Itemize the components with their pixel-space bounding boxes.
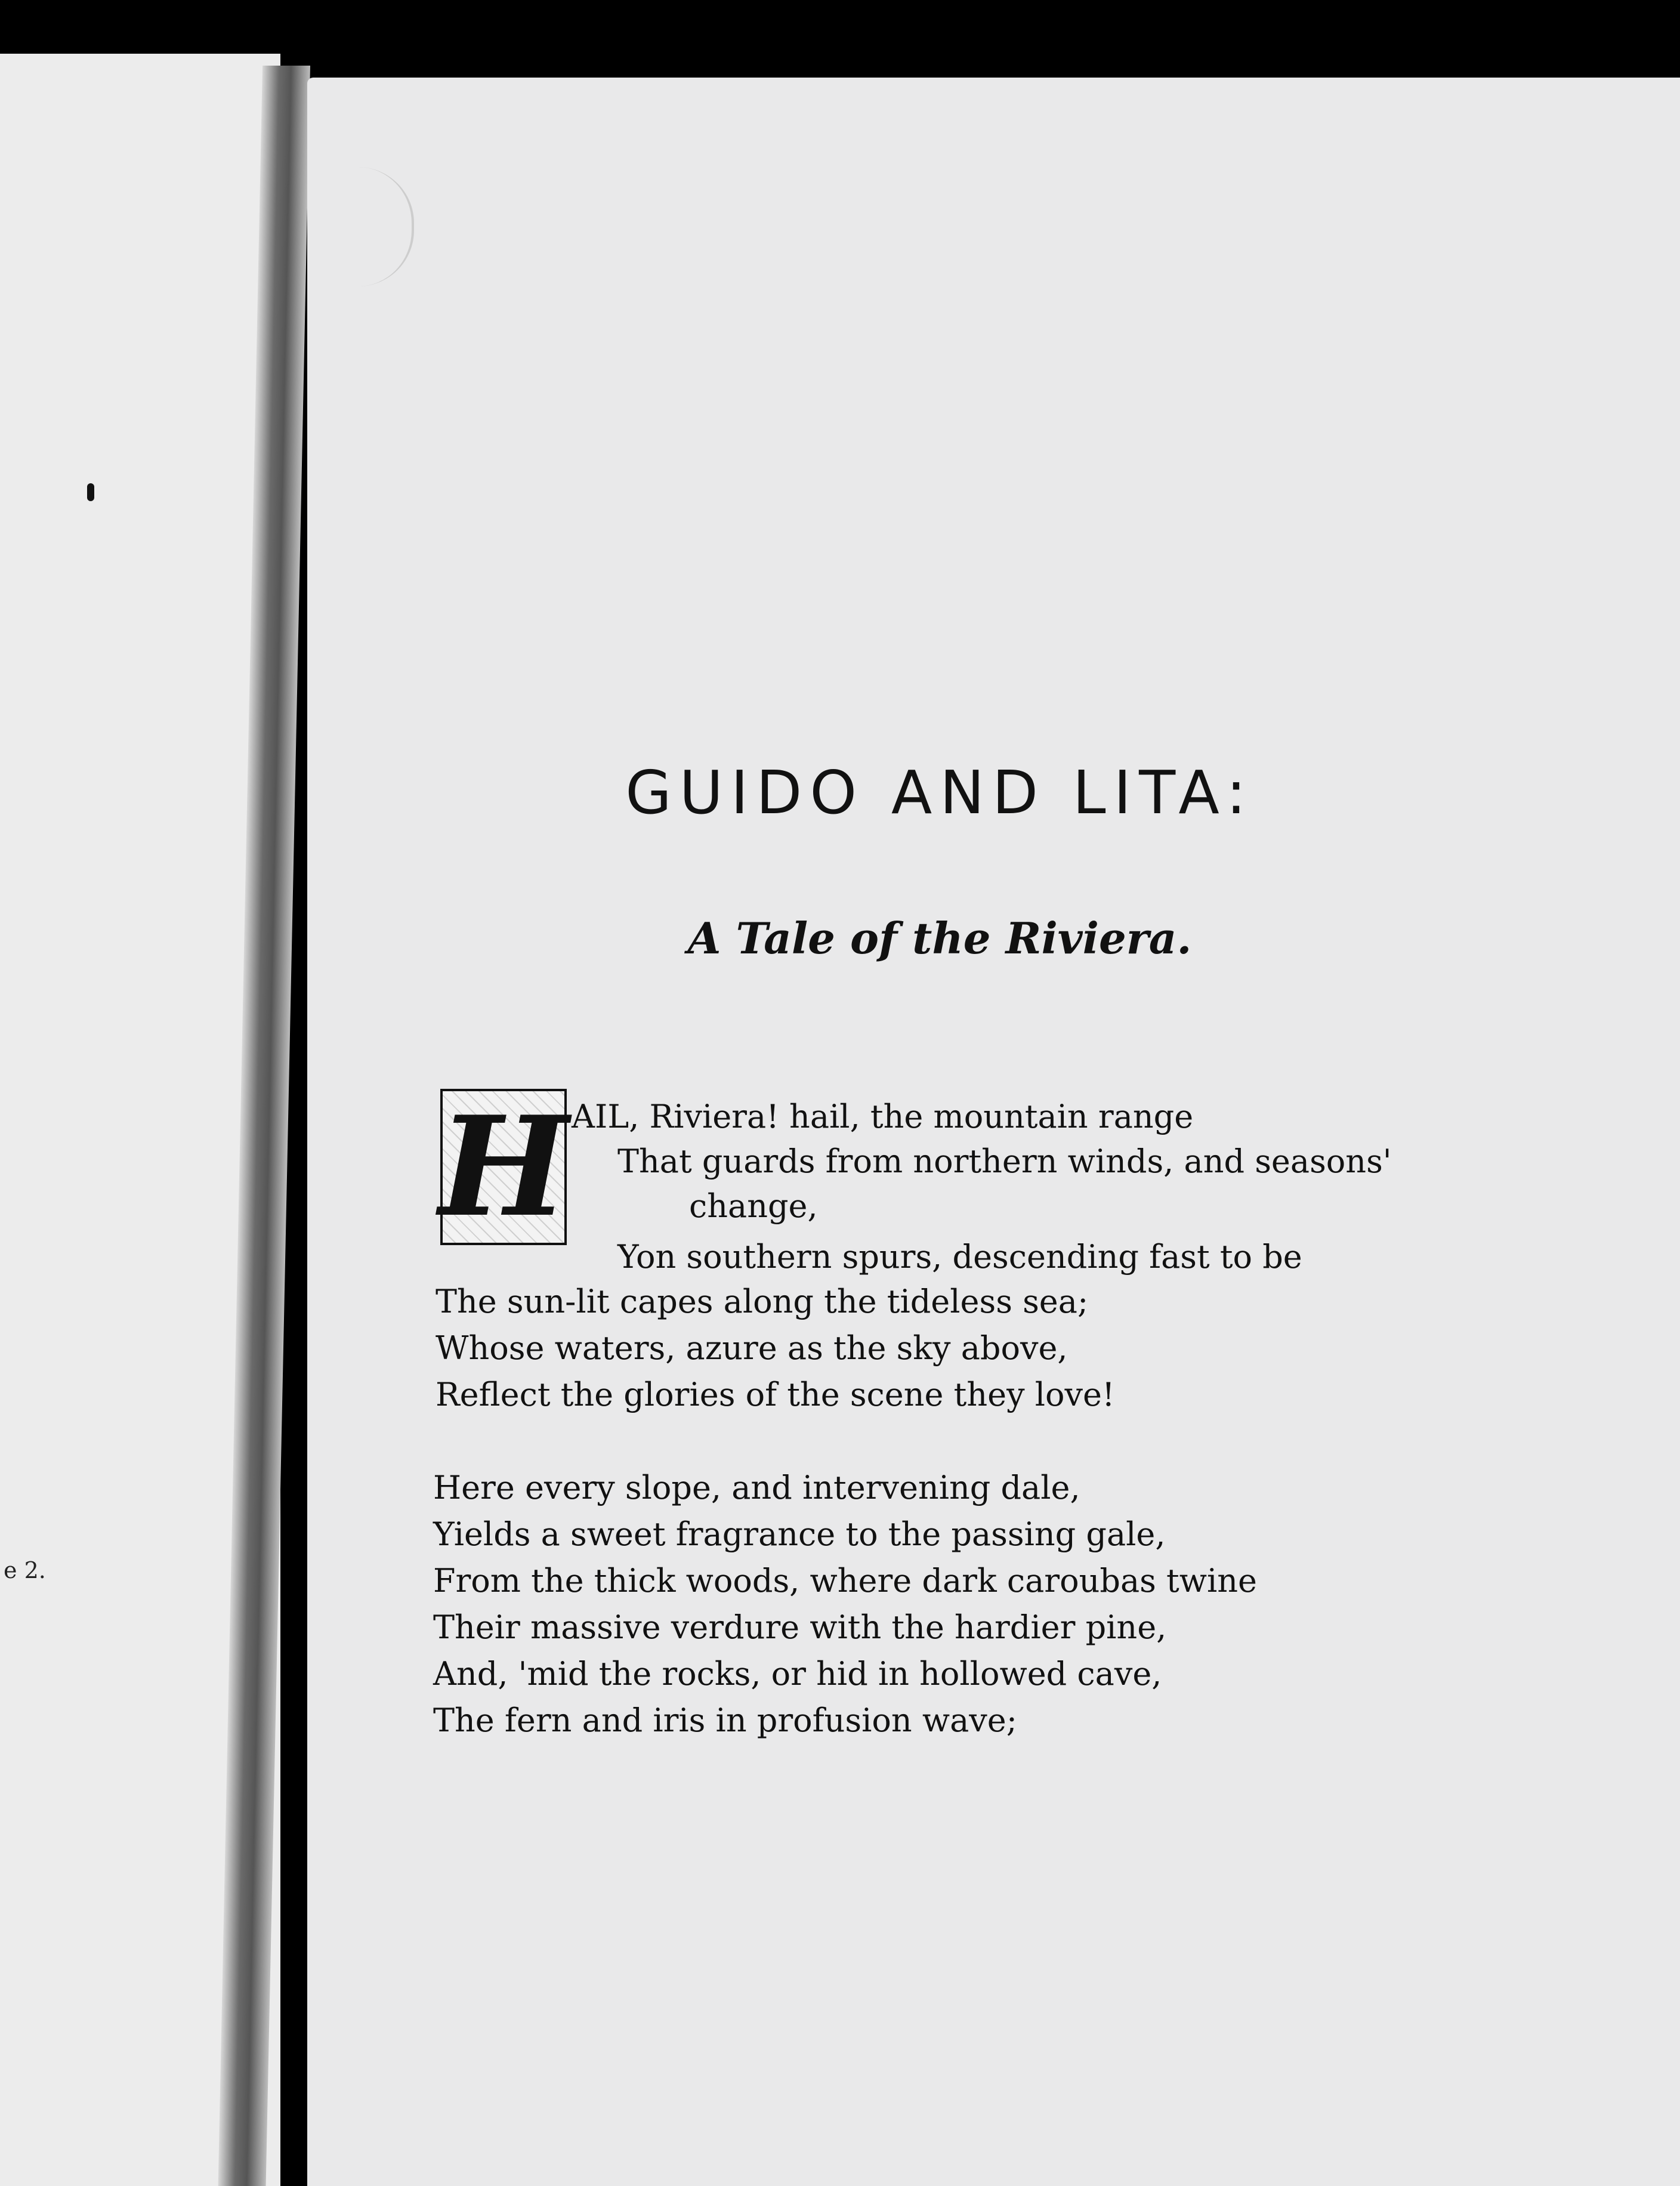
decorated-drop-cap: [438, 1086, 569, 1248]
poem-line: And, 'mid the rocks, or hid in hollowed cave,: [433, 1655, 1162, 1693]
poem-line: AIL, Riviera! hail, the mountain range: [572, 1098, 1194, 1135]
poem-line: Reflect the glories of the scene they love!: [436, 1376, 1115, 1413]
poem-line: The fern and iris in profusion wave;: [433, 1702, 1017, 1739]
poem-line: Their massive verdure with the hardier pine,: [433, 1608, 1167, 1646]
drop-cap-letter: H: [438, 1086, 569, 1248]
poem-line: Yon southern spurs, descending fast to be: [617, 1238, 1302, 1276]
poem-line: From the thick woods, where dark caroubas twine: [433, 1562, 1257, 1600]
poem-line: Here every slope, and intervening dale,: [433, 1469, 1080, 1506]
poem-line: That guards from northern winds, and seasons': [617, 1143, 1392, 1180]
poem-line: change,: [689, 1187, 818, 1225]
ink-speck: [87, 483, 94, 501]
poem-subtitle: A Tale of the Riviera.: [687, 913, 1192, 964]
poem-line: Whose waters, azure as the sky above,: [436, 1329, 1068, 1367]
poem-line: Yields a sweet fragrance to the passing gale,: [433, 1515, 1166, 1553]
poem-line: The sun-lit capes along the tideless sea;: [436, 1283, 1089, 1320]
poem-title: GUIDO AND LITA:: [625, 758, 1254, 828]
left-page-text-fragment: e 2.: [4, 1557, 46, 1583]
